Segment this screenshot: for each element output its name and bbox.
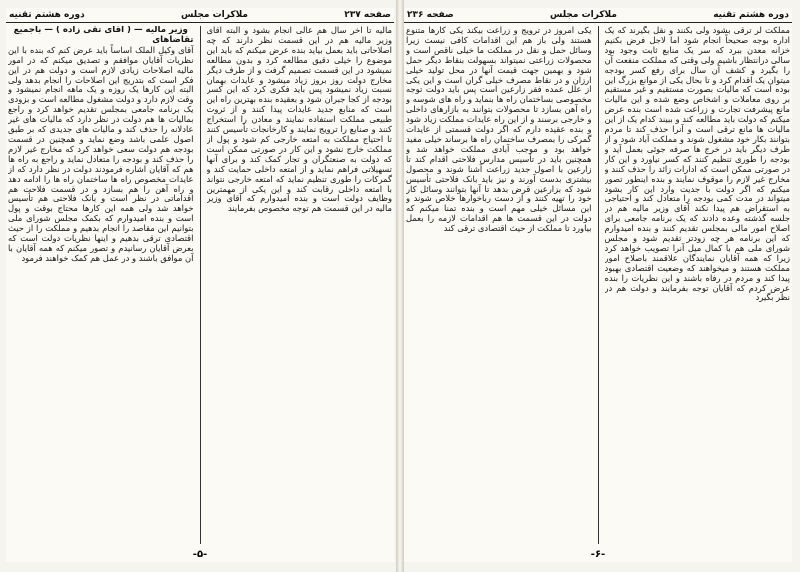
left-page — [6, 8, 394, 562]
column-divider — [200, 26, 201, 544]
text-column-right — [207, 26, 393, 544]
paragraph: یکی امروز در ترویج و زراعت بیکند یکی کارها متنوع هستند ولی باز هم این اقدامات کافی نیست زیرا وسائل حمل و نقل در مملکت ما خیلی ناقص است و محصولات زراعتی نمیتواند بسهولت بنقاط دیگر حمل شود و بهمین جهت قیمت آنها در محل تولید خیلی ارزان و در نقاط مصرف خیلی گران است و این یکی از علل عمده فقر زارعین است پس باید دولت توجه مخصوصی بساختمان راه ها بنماید و راه های شوسه و راه آهن بسازد تا محصولات بتوانند به بازارهای داخلی و خارجی برسند و از این راه عایدات مملکت زیاد شود و بنده عقیده دارم که اگر دولت قسمتی از عایدات گمرکی را بمصرف ساختمان راه ها برساند خیلی مفید خواهد بود و موجب آبادی مملکت خواهد شد و همچنین باید در تأسیس مدارس فلاحتی اقدام کند تا زارعین با اصول جدید زراعت آشنا شوند و محصول بیشتری بدست آورند و نیز باید بانک فلاحتی تأسیس شود که بزارعین قرض بدهد تا آنها بتوانند وسائل کار خود را تهیه کنند و از دست رباخوارها خلاص شوند و این مسائل خیلی مهم است و بنده تمنا میکنم که دولت در این قسمت ها هم اقدامات لازمه را بعمل بیاورد تا مملکت از حیث اقتصادی ترقی کند — [406, 26, 592, 234]
text-column-right — [605, 26, 791, 544]
right-page — [404, 8, 792, 562]
page-footer-number: -۶- — [590, 549, 606, 560]
page-footer-number: -۵- — [192, 549, 208, 560]
text-columns — [406, 26, 790, 544]
session-label: دوره هشتم تقنیه — [713, 10, 789, 20]
paragraph: آقای وکیل الملک اساساً باید عرض کنم که بنده با این نظریات آقایان موافقم و تصدیق میکنم که در امور مالیه اصلاحات زیادی لازم است و دولت هم در این فکر است که بتدریج این اصلاحات را انجام بدهد ولی البته این کارها یک روزه و یک ماهه انجام نمیشود و وقت لازم دارد و دولت مشغول مطالعه است و بزودی یک برنامه جامعی بمجلس تقدیم خواهد کرد و راجع بمالیات ها هم دولت در نظر دارد که مالیات های غیر عادلانه را حذف کند و مالیات های جدیدی که بر طبق اصول علمی باشد وضع نماید و همچنین در قسمت بودجه هم دولت سعی خواهد کرد که مخارج غیر لازم را حذف کند و بودجه را متعادل نماید و راجع به راه ها هم که آقایان اشاره فرمودند دولت در نظر دارد که از عایدات مخصوص راه ها ساختمان راه ها را ادامه دهد و راه آهن را هم بسازد و در قسمت فلاحت هم اقداماتی در نظر است و بانک فلاحتی هم تأسیس خواهد شد ولی همه این کارها محتاج بوقت و پول است و بنده امیدوارم که بکمک مجلس شورای ملی بتوانیم این مقاصد را انجام بدهیم و مملکت را از حیث اقتصادی ترقی بدهیم و اینها نظریات دولت است که بعرض آقایان رسانیدم و تصور میکنم که همه آقایان با آن موافق باشند و در عمل هم کمک خواهند فرمود — [8, 44, 194, 263]
page-header — [6, 8, 394, 23]
text-column-left — [8, 26, 194, 544]
speaker-heading: وزیر مالیه — ( آقای تقی زاده ) — باجمیع تقاضاهای — [13, 26, 194, 45]
page-header — [404, 8, 792, 23]
journal-title: ملاکرات مجلس — [550, 10, 617, 20]
book-gutter — [396, 0, 404, 572]
paragraph: مملکت لر ترقی بشود ولی بکنند و نقل بگیرند که یک اداره بوجه صحیحاً انجام شود اما لاجل فرض بکنیم خزانه معدن ببرد که سر یک منابع ثابت وجود بود سالی درانتظار باشیم ولی وقتی که مملکت منفعت آن را بگیرد و کشف آن سال برای رفع کسر بودجه میتوان یک اقدام کرد و تا بحال یکی از موانع بزرگ این بوده است که مالیات بصورت مستقیم و غیر مستقیم بر روی معاملات و اشخاص وضع شده و این مالیات مانع پیشرفت تجارت و زراعت شده است بنده عرض میکنم که دولت باید مطالعه کند و ببیند کدام یک از این مالیات ها مانع ترقی است و آنرا حذف کند تا مردم بتوانند بکار خود مشغول شوند و مملکت آباد شود و از طرف دیگر باید در خرج ها صرفه جوئی بعمل آید و بودجه را طوری تنظیم کنند که کسر نیاورد و این کار در صورتی ممکن است که ادارات زائد را حذف کنند و مخارج غیر لازم را موقوف نمایند و بنده اینطور تصور میکنم که اگر دولت با جدیت وارد این کار بشود میتواند در مدت کمی بودجه را متعادل کند و احتیاجی به استقراض هم پیدا نکند آقای وزیر مالیه هم در جلسه گذشته وعده دادند که یک برنامه جامعی برای اصلاح امور مالی بمجلس تقدیم کنند و بنده امیدوارم که این برنامه هر چه زودتر تقدیم شود و مجلس شورای ملی هم با کمال میل آنرا تصویب خواهد کرد زیرا که همه آقایان نمایندگان علاقمند باصلاح امور مملکت هستند و میخواهند که وضعیت اقتصادی بهبود پیدا کند و مردم در رفاه باشند و این نظریات را بنده عرض کردم که آقایان توجه بفرمایند و دولت هم در نظر بگیرد — [604, 26, 790, 303]
page-number-label: صفحه ۲۳۷ — [344, 10, 391, 20]
paragraph: مالیه تا آخر سال هم عالی انجام بشود و البته آقای وزیر مالیه هم در این قسمت نظر دارند که چه اصلاحاتی باید بعمل بیاید بنده عرض میکنم که باید این موضوع را خیلی دقیق مطالعه کرد و بدون مطالعه نمیشود در این قسمت تصمیم گرفت و از طرف دیگر مخارج دولت روز بروز زیاد میشود و عایدات بهمان نسبت زیاد نمیشود پس باید فکری کرد که این کسر بودجه از کجا جبران شود و بعقیده بنده بهترین راه این است که منابع جدید عایدات پیدا کنند و از ثروت طبیعی مملکت استفاده نمایند و معادن را استخراج کنند و صنایع را ترویج نمایند و کارخانجات تأسیس کنند تا احتیاج مملکت به امتعه خارجی کم شود و پول از مملکت خارج نشود و این کار در صورتی ممکن است که دولت به صنعتگران و تجار کمک کند و برای آنها تسهیلاتی فراهم نماید و از امتعه داخلی حمایت کند و گمرکات را طوری تنظیم نماید که امتعه خارجی نتواند با امتعه داخلی رقابت کند و این یکی از مهمترین وظایف دولت است و بنده امیدوارم که آقای وزیر مالیه در این قسمت هم توجه مخصوص بفرمایند — [206, 26, 392, 214]
session-label: دوره هشتم تقنیه — [9, 10, 85, 20]
text-column-left — [406, 26, 592, 544]
page-number-label: صفحه ۲۳۶ — [407, 10, 454, 20]
column-divider — [598, 26, 599, 544]
journal-title: ملاکرات مجلس — [181, 10, 248, 20]
text-columns — [8, 26, 392, 544]
